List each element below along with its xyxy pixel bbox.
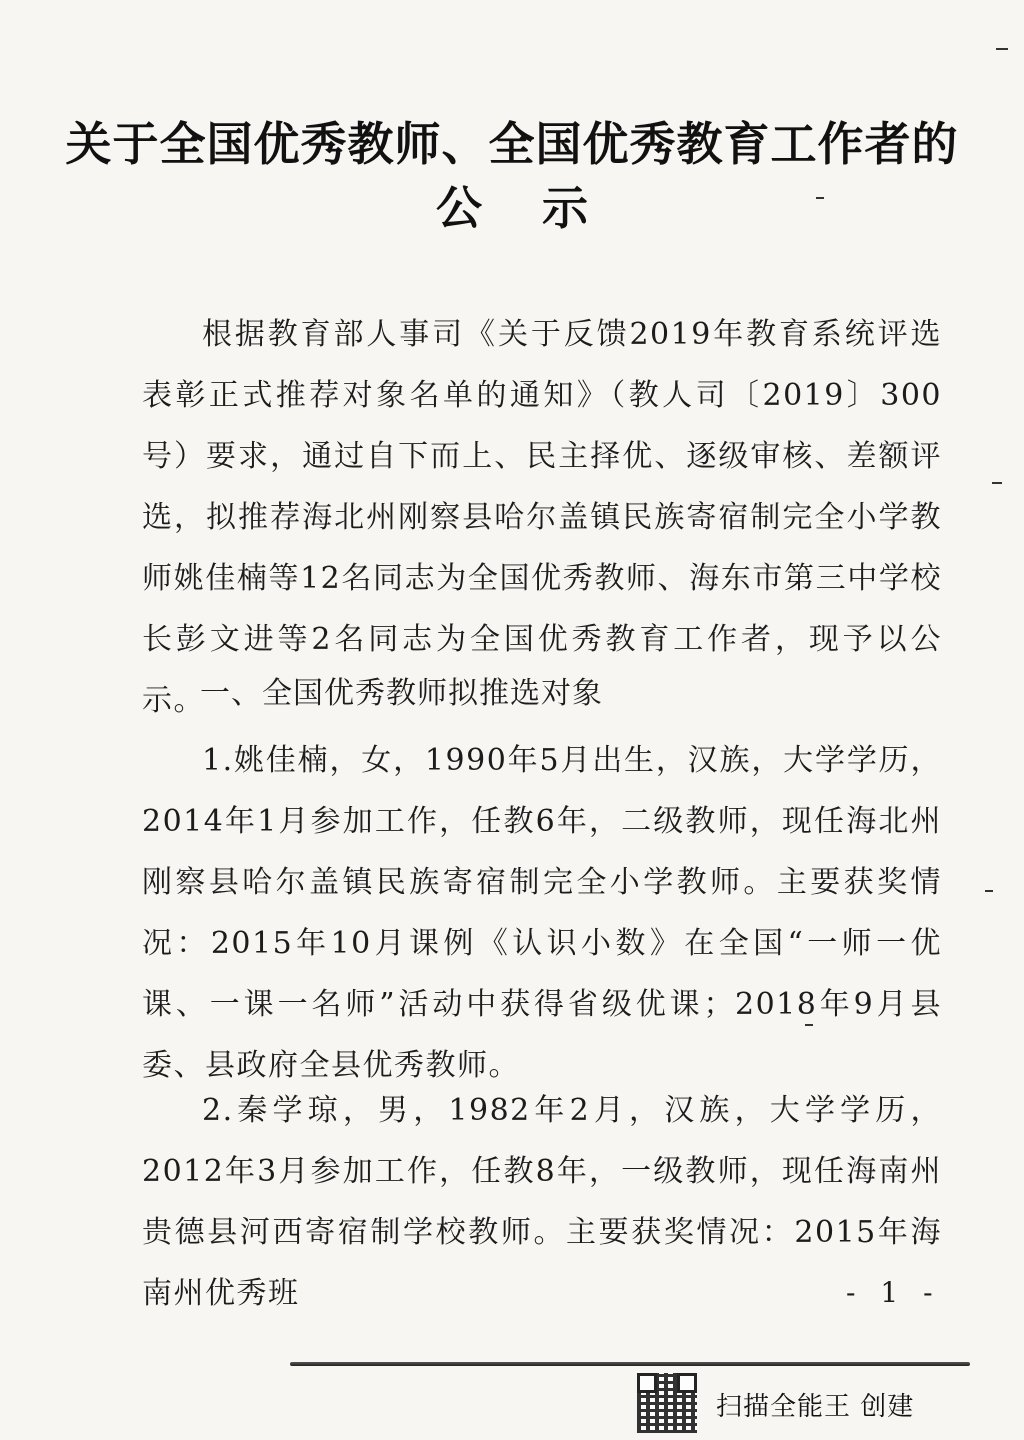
item-1-block: [142, 730, 942, 1096]
footer-divider: [290, 1362, 970, 1366]
scan-speck: [992, 482, 1002, 484]
intro-block: [142, 304, 942, 731]
list-item: 2.秦学琼，男，1982年2月，汉族，大学学历，2012年3月参加工作，任教8年，一级教师，现任海南州贵德县河西寄宿制学校教师。主要获奖情况：2015年海南州优秀班: [142, 1093, 942, 1311]
page-number: - 1 -: [846, 1276, 941, 1309]
list-item: 1.姚佳楠，女，1990年5月出生，汉族，大学学历，2014年1月参加工作，任教6年，二级教师，现任海北州刚察县哈尔盖镇民族寄宿制完全小学教师。主要获奖情况：2015年10月课例《认识小数》在全国“一师一优课、一课一名师”活动中获得省级优课；2018年9月县委、县政府全县优秀教师。: [142, 743, 942, 1083]
section-heading: 一、全国优秀教师拟推选对象: [200, 676, 603, 711]
scan-speck: [996, 48, 1008, 50]
item-2-block: [142, 1080, 942, 1324]
scanner-watermark: 扫描全能王 创建: [716, 1392, 915, 1422]
scan-speck: [985, 890, 993, 892]
document-title-line2: 公示: [436, 181, 648, 235]
scan-speck: [805, 1024, 813, 1026]
qr-code-icon: [637, 1373, 697, 1433]
scan-speck: [816, 197, 824, 199]
document-title: 关于全国优秀教师、全国优秀教育工作者的: [65, 117, 959, 171]
intro-paragraph: 根据教育部人事司《关于反馈2019年教育系统评选表彰正式推荐对象名单的通知》（教人司〔2019〕300号）要求，通过自下而上、民主择优、逐级审核、差额评选，拟推荐海北州刚察县哈尔盖镇民族寄宿制完全小学教师姚佳楠等12名同志为全国优秀教师、海东市第三中学校长彭文进等2名同志为全国优秀教育工作者，现予以公示。: [142, 317, 942, 718]
